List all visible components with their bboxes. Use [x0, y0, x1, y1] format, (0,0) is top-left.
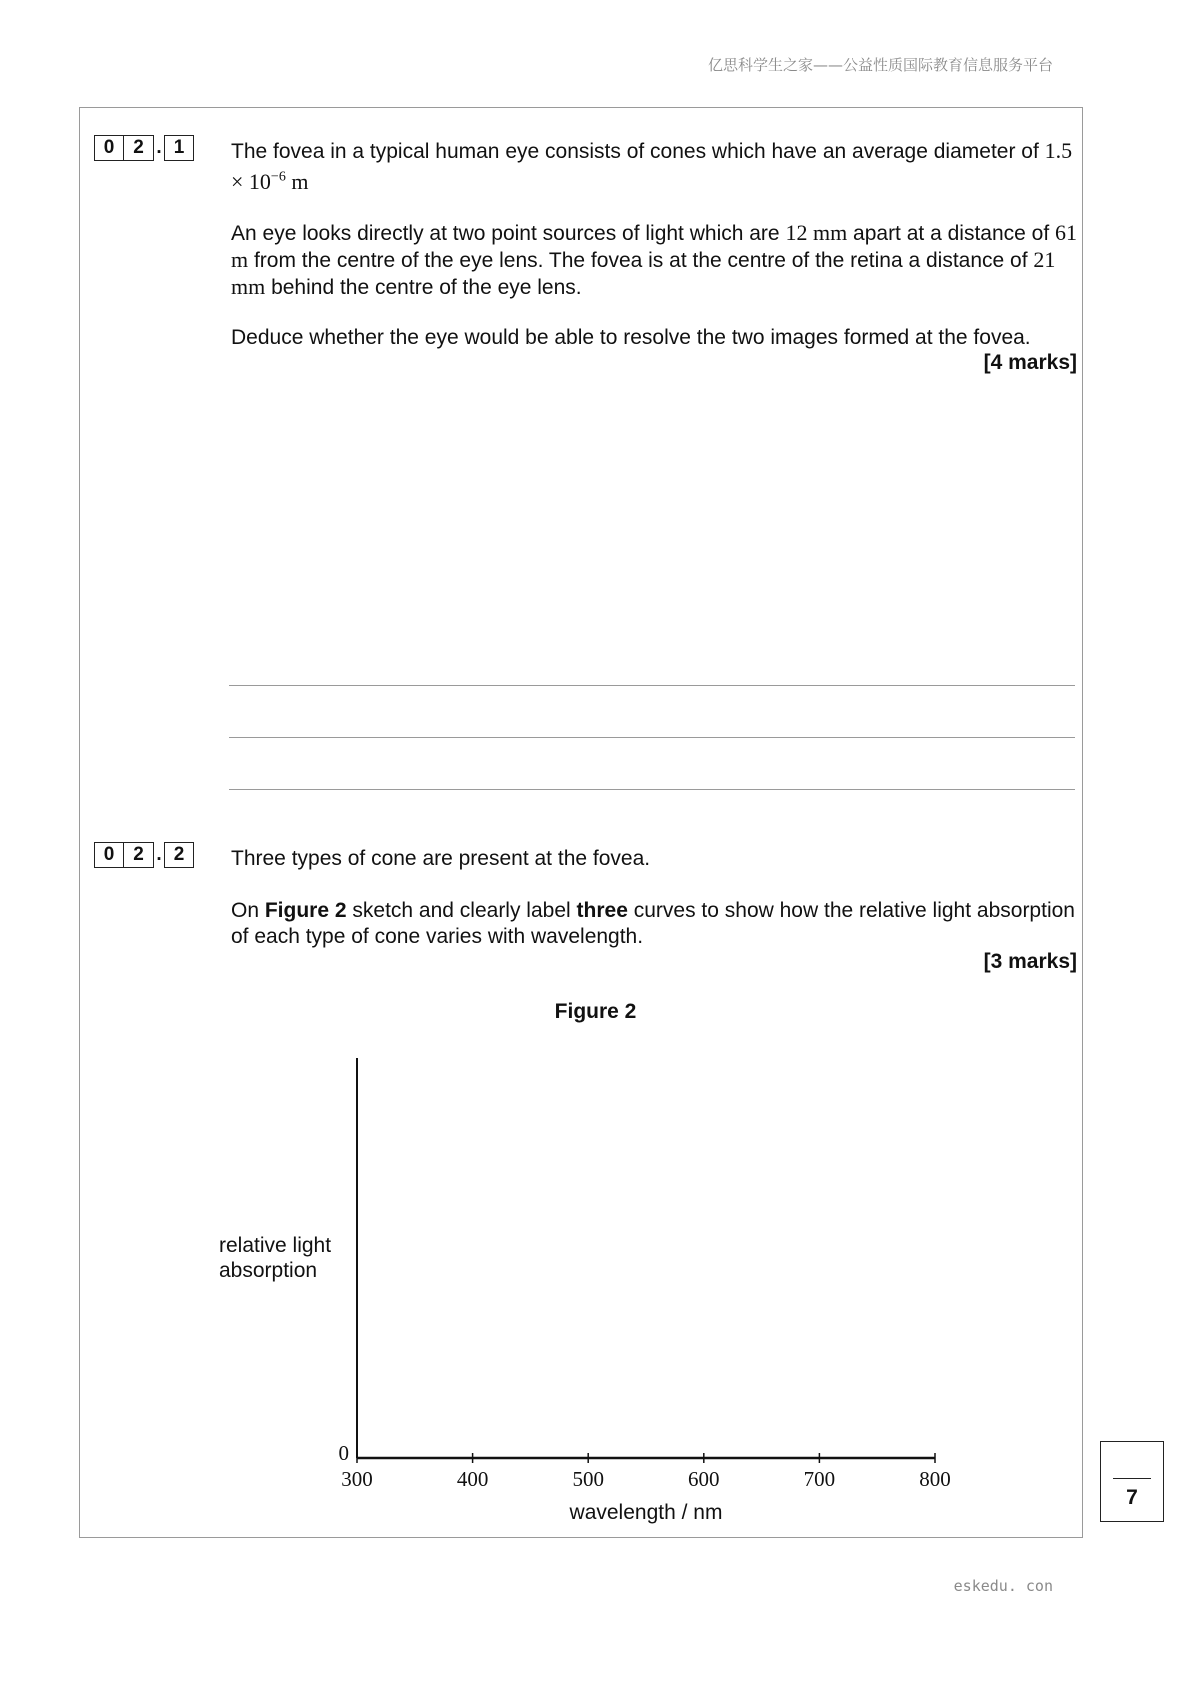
q022-marks: [3 marks]	[983, 950, 1077, 973]
question-dot: .	[156, 844, 162, 865]
header-watermark: 亿思科学生之家——公益性质国际教育信息服务平台	[707, 56, 1053, 74]
page-total: 7	[1126, 1486, 1138, 1509]
q021-source-distance: 61 m	[231, 220, 1078, 272]
x-tick-label: 800	[919, 1467, 951, 1491]
question-digit: 1	[164, 135, 194, 161]
x-axis-label: wavelength / nm	[569, 1501, 723, 1524]
q021-text: The fovea in a typical human eye consists of cones which have an average diameter of	[231, 140, 1039, 163]
figure-title: Figure 2	[554, 1000, 637, 1023]
page-total-box	[1100, 1441, 1164, 1522]
x-tick-label: 300	[341, 1467, 373, 1491]
q022-paragraph-1: Three types of cone are present at the fovea.	[231, 847, 651, 870]
q021-paragraph-2: An eye looks directly at two point sources of light which are 12 mm apart at a distance of 61 m from the centre of the eye lens. The fovea is at the centre of the retina a distance of 21 mm behind the centre of the eye lens.	[231, 220, 1078, 299]
footer-site: eskedu. con	[953, 1577, 1053, 1595]
question-dot: .	[156, 137, 162, 158]
question-digit: 0	[94, 135, 124, 161]
x-tick-label: 500	[572, 1467, 604, 1491]
q021-paragraph-3: Deduce whether the eye would be able to resolve the two images formed at the fovea.	[231, 326, 1031, 349]
x-tick-label: 700	[803, 1467, 836, 1491]
q021-source-separation: 12 mm	[785, 220, 848, 245]
q021-marks: [4 marks]	[983, 351, 1077, 374]
question-digit: 2	[124, 135, 154, 161]
q022-paragraph-2: On Figure 2 sketch and clearly label three curves to show how the relative light absorption of each type of cone varies with wavelength.	[231, 899, 1075, 948]
question-digit: 2	[164, 842, 194, 868]
y-axis-label-line: absorption	[219, 1259, 318, 1282]
question-digit: 2	[124, 842, 154, 868]
x-tick-label: 400	[456, 1467, 489, 1491]
page-total-rule	[1113, 1478, 1151, 1479]
x-tick-label: 600	[688, 1467, 720, 1491]
q021-fovea-distance: 21 mm	[231, 247, 1056, 299]
q021-cone-diameter: $1.5 \times 10^{-6}$ m	[231, 138, 1073, 195]
y-axis-label-line: relative light	[219, 1234, 332, 1257]
y-tick-label: 0	[338, 1441, 349, 1465]
question-digit: 0	[94, 842, 124, 868]
